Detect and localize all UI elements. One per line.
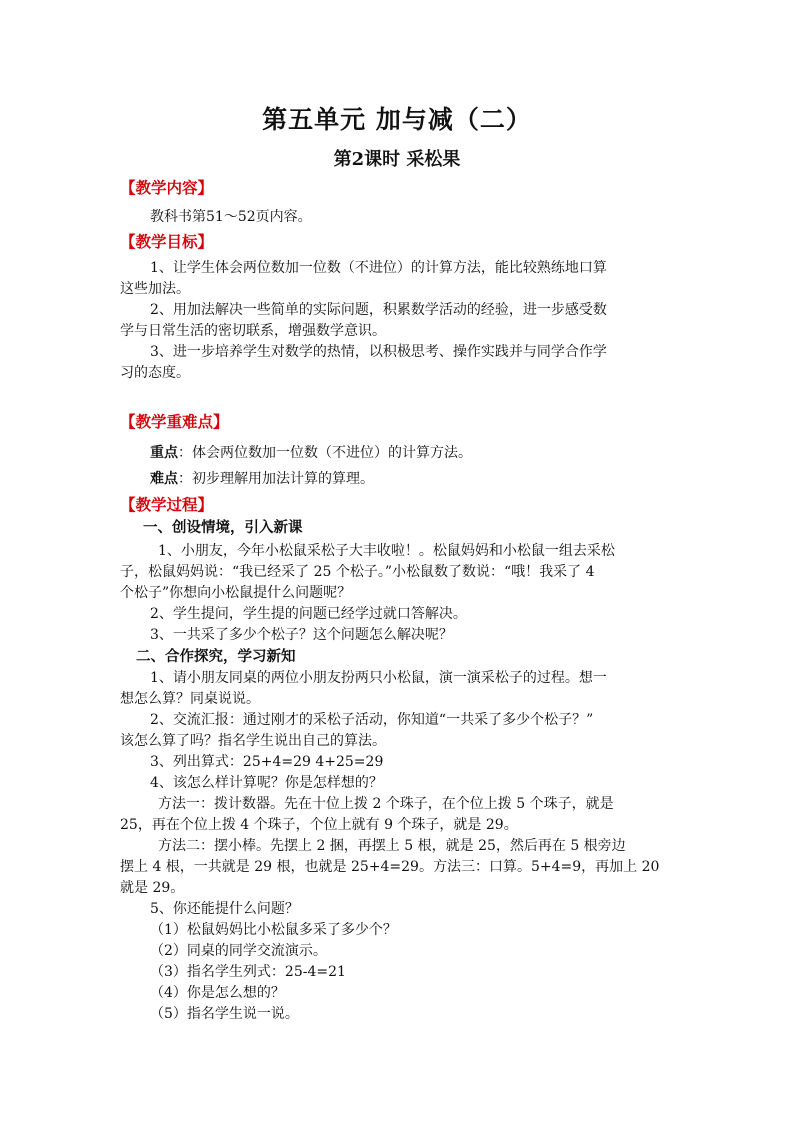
- process-line: 该怎么算了吗？指名学生说出自己的算法。: [120, 733, 386, 749]
- process-line: 就是 29。: [120, 880, 185, 896]
- process-line: （5）指名学生说一说。: [150, 1006, 299, 1022]
- focus-label: 重点: [150, 445, 178, 461]
- teaching-content-text: 教科书第51～52页内容。: [150, 209, 312, 225]
- difficulty-point: [150, 469, 374, 489]
- heading-teaching-process: 【教学过程】: [120, 496, 214, 514]
- lesson-subtitle: 第2课时 采松果: [333, 149, 461, 170]
- goal-line: 2、用加法解决一些简单的实际问题，积累数学活动的经验，进一步感受数: [150, 302, 607, 318]
- unit-title: 第五单元 加与减（二）: [262, 105, 532, 134]
- process-line: 子，松鼠妈妈说：“我已经采了 25 个松子。”小松鼠数了数说：“哦！我采了 4: [120, 564, 595, 580]
- heading-teaching-content: 【教学内容】: [120, 179, 214, 197]
- process-line: （3）指名学生列式：25-4=21: [150, 964, 346, 980]
- process-line: （4）你是怎么想的？: [150, 985, 285, 1001]
- process-line: 想怎么算？同桌说说。: [120, 691, 260, 707]
- process-line: 1、小朋友，今年小松鼠采松子大丰收啦！。松鼠妈妈和小松鼠一组去采松: [158, 543, 615, 559]
- goal-line: 学与日常生活的密切联系，增强数学意识。: [120, 323, 386, 339]
- difficulty-label: 难点: [150, 471, 178, 487]
- process-line: （1）松鼠妈妈比小松鼠多采了多少个？: [150, 922, 397, 938]
- section-heading-1: 一、创设情境，引入新课: [143, 520, 303, 536]
- process-line: 25，再在个位上拨 4 个珠子，个位上就有 9 个珠子，就是 29。: [120, 817, 518, 833]
- process-line: 2、学生提问，学生提的问题已经学过就口答解决。: [150, 606, 467, 622]
- process-line: 2、交流汇报：通过刚才的采松子活动，你知道“一共采了多少个松子？”: [150, 712, 594, 728]
- process-line: 5、你还能提什么问题？: [150, 901, 299, 917]
- heading-teaching-goals: 【教学目标】: [120, 233, 214, 251]
- process-line: （2）同桌的同学交流演示。: [150, 943, 327, 959]
- focus-text: ：体会两位数加一位数（不进位）的计算方法。: [178, 445, 472, 461]
- process-line: 摆上 4 根，一共就是 29 根，也就是 25+4=29。方法三：口算。5+4=9，再加上 20: [120, 859, 660, 875]
- goal-line: 习的态度。: [120, 365, 190, 381]
- process-line: 个松子”你想向小松鼠提什么问题呢？: [120, 585, 352, 601]
- heading-key-points: 【教学重难点】: [120, 413, 229, 431]
- goal-line: 这些加法。: [120, 281, 190, 297]
- process-line: 方法二：摆小棒。先摆上 2 捆，再摆上 5 根，就是 25，然后再在 5 根旁边: [158, 838, 626, 854]
- process-line: 4、该怎么样计算呢？你是怎样想的？: [150, 775, 383, 791]
- goal-line: 1、让学生体会两位数加一位数（不进位）的计算方法，能比较熟练地口算: [150, 260, 607, 276]
- section-heading-2: 二、合作探究，学习新知: [136, 649, 296, 665]
- process-line: 方法一：拨计数器。先在十位上拨 2 个珠子，在个位上拨 5 个珠子，就是: [158, 796, 614, 812]
- process-line: 1、请小朋友同桌的两位小朋友扮两只小松鼠，演一演采松子的过程。想一: [150, 670, 607, 686]
- process-line: 3、一共采了多少个松子？这个问题怎么解决呢？: [150, 627, 453, 643]
- process-line: 3、列出算式：25+4=29 4+25=29: [150, 754, 384, 770]
- difficulty-text: ：初步理解用加法计算的算理。: [178, 471, 374, 487]
- goal-line: 3、进一步培养学生对数学的热情，以积极思考、操作实践并与同学合作学: [150, 344, 607, 360]
- focus-point: [150, 443, 472, 463]
